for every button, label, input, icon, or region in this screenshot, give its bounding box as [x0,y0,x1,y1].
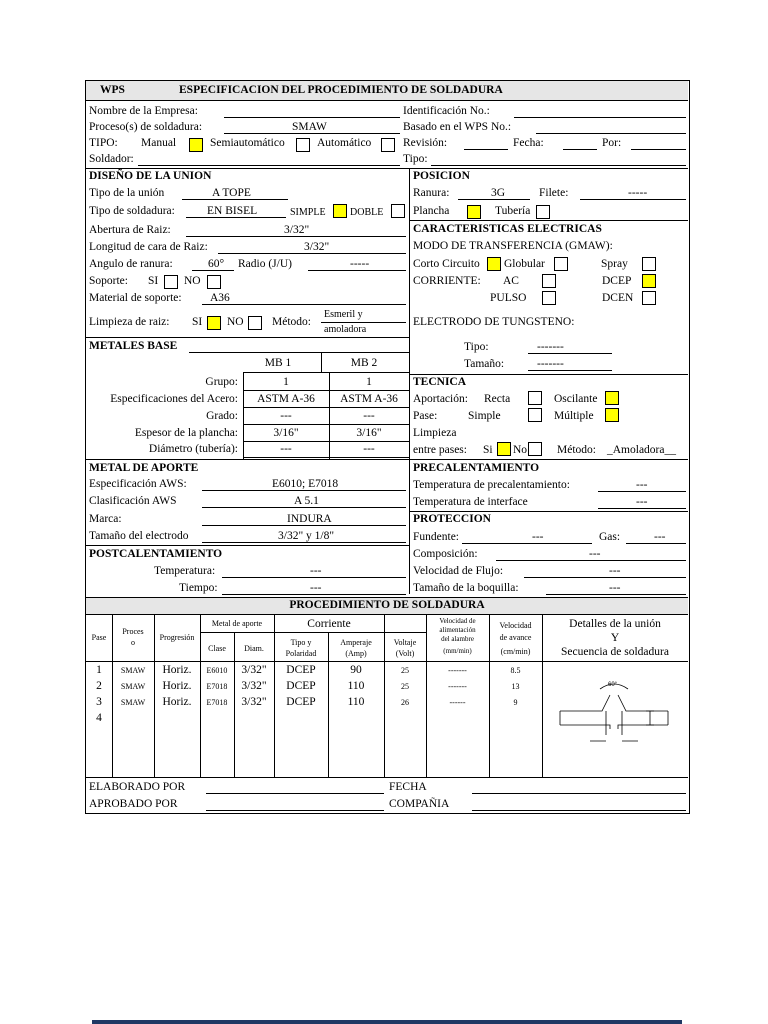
metales-row-line [243,407,409,408]
por-label: Por: [602,137,622,149]
proceso-label: Proceso(s) de soldadura: [89,121,203,133]
abertura-label: Abertura de Raiz: [89,224,171,236]
form-code: WPS [100,84,125,96]
limpieza-si-checkbox[interactable] [207,316,221,330]
proc-cell-diam: 3/32" [241,680,267,692]
oscilante-checkbox[interactable] [605,391,619,405]
soporte-label: Soporte: [89,275,128,287]
composicion-value: --- [589,548,601,560]
proc-cell-tipo: DCEP [286,664,316,676]
tipo-union-value: A TOPE [212,187,251,199]
proc-title: PROCEDIMIENTO DE SOLDADURA [289,599,485,611]
proc-cell-tipo: DCEP [286,680,316,692]
pulso-checkbox[interactable] [542,291,556,305]
h-amp-1: Amperaje [340,638,372,647]
aprobado-label: APROBADO POR [89,798,178,810]
divider [86,614,688,615]
elaborado-label: ELABORADO POR [89,781,186,793]
precal-title: PRECALENTAMIENTO [413,462,540,474]
metales-title: METALES BASE [89,340,178,352]
semi-label: Semiautomático [210,137,285,149]
metales-row-line [243,424,409,425]
por-field[interactable] [631,149,686,150]
divider [86,545,409,546]
proc-cell-prog: Horiz. [162,664,192,676]
aprobado-field[interactable] [206,810,384,811]
angulo-field[interactable] [192,270,234,271]
proc-cell-amp: 110 [347,696,365,708]
fundente-label: Fundente: [413,531,459,543]
basado-label: Basado en el WPS No.: [403,121,512,133]
h-clase: Clase [208,644,226,653]
metales-mb1-cell: --- [280,410,292,422]
proc-cell-prog: Horiz. [162,696,192,708]
metales-mb2-cell: ASTM A-36 [340,393,398,405]
filete-label: Filete: [539,187,569,199]
aporte-espec-label: Especificación AWS: [89,478,187,490]
elaborado-field[interactable] [206,793,384,794]
precal-temp-field[interactable] [598,491,686,492]
proc-cell-clase: E7018 [206,698,228,707]
radio-field[interactable] [308,270,406,271]
h-proceso-2: o [131,638,135,647]
entre-pases-label: entre pases: [413,444,467,456]
tuberia-label: Tubería [495,205,531,217]
pase-simple-label: Simple [468,410,501,422]
sketch-angle-text: 60° [608,682,618,688]
pulso-label: PULSO [490,292,527,304]
fundente-value: --- [532,531,544,543]
aporte-tamano-field[interactable] [202,542,406,543]
fecha-label: Fecha: [513,137,544,149]
tung-tamano-field[interactable] [528,370,612,371]
proc-cell-vel: 9 [513,698,518,707]
abertura-value: 3/32" [284,224,310,236]
metales-mb1-cell: 3/16" [273,427,299,439]
wps-form [85,80,690,814]
fundente-field[interactable] [462,543,592,544]
ident-label: Identificación No.: [403,105,490,117]
metodo-value-2: amoladora [324,324,367,335]
h-detalles-3: Secuencia de soldadura [561,646,669,658]
angulo-value: 60° [208,258,225,270]
h-detalles-2: Y [610,632,620,644]
column-divider [409,168,410,594]
h-alim-4: (mm/min) [443,647,472,655]
semi-checkbox[interactable] [296,138,310,152]
tipo2-label: Tipo: [403,153,428,165]
boquilla-value: --- [609,582,621,594]
divider [86,100,688,101]
metales-rule [189,352,409,353]
precal-inter-field[interactable] [598,508,686,509]
proc-cell-clase: E7018 [206,682,228,691]
proc-cell-tipo: DCEP [286,696,316,708]
postcal-tiempo-field[interactable] [222,594,406,595]
recta-label: Recta [484,393,511,405]
entre-si-label: Si [483,444,493,456]
aportacion-label: Aportación: [413,393,468,405]
tung-tamano-value: ------- [537,358,564,370]
postcal-temp-label: Temperatura: [154,565,216,577]
tuberia-checkbox[interactable] [536,205,550,219]
tung-tamano-label: Tamaño: [464,358,505,370]
revision-field[interactable] [464,149,508,150]
proc-cell-clase: E6010 [206,666,228,675]
composicion-field[interactable] [496,560,686,561]
proc-cell-vel: 13 [511,682,520,691]
manual-checkbox[interactable] [189,138,203,152]
postcal-temp-field[interactable] [222,577,406,578]
metales-row-label: Diámetro (tubería): [148,443,238,455]
globular-label: Globular [504,258,545,270]
metodo-field[interactable] [321,322,406,323]
fecha-firma-field[interactable] [472,793,686,794]
divider [86,777,688,778]
metales-divider [321,352,322,372]
oscilante-label: Oscilante [554,393,598,405]
metales-row-label: Especificaciones del Acero: [110,393,238,405]
dcep-label: DCEP [602,275,632,287]
proc-cell-prog: Horiz. [162,680,192,692]
tipo2-field[interactable] [431,165,686,166]
dcen-label: DCEN [602,292,634,304]
ranura-value: 3G [491,187,506,199]
header-bottom [86,661,688,662]
metales-row-line [243,441,409,442]
modo-label: MODO DE TRANSFERENCIA (GMAW): [413,240,613,252]
proceso-value: SMAW [292,121,327,133]
divider [409,511,688,512]
dcen-checkbox[interactable] [642,291,656,305]
tipo-union-label: Tipo de la unión [89,187,165,199]
tipo-union-field[interactable] [182,199,288,200]
col-line [200,614,201,777]
aporte-tamano-value: 3/32" y 1/8" [278,530,335,542]
ranura-field[interactable] [458,199,530,200]
tung-tipo-field[interactable] [528,353,612,354]
simple-checkbox[interactable] [333,204,347,218]
metales-mb1-cell: --- [280,443,292,455]
postcal-temp-value: --- [310,565,322,577]
metales-mb1-cell: 1 [283,376,289,388]
tecnica-title: TECNICA [413,376,467,388]
corto-label: Corto Circuito [413,258,480,270]
diseno-title: DISEÑO DE LA UNION [89,170,212,182]
filete-field[interactable] [580,199,686,200]
revision-label: Revisión: [403,137,448,149]
tecnica-metodo-label: Método: [557,444,596,456]
spray-checkbox[interactable] [642,257,656,271]
auto-label: Automático [317,137,372,149]
precal-inter-label: Temperatura de interface [413,496,528,508]
longitud-label: Longitud de cara de Raiz: [89,241,208,253]
h-corriente: Corriente [307,618,351,630]
footer-rule [92,1020,682,1024]
metales-mb2-cell: 1 [366,376,372,388]
proteccion-title: PROTECCION [413,513,491,525]
globular-checkbox[interactable] [554,257,568,271]
velflujo-value: --- [609,565,621,577]
aporte-tamano-label: Tamaño del electrodo [89,530,189,542]
aporte-clasif-value: A 5.1 [294,495,319,507]
h-volt-2: (Volt) [395,649,415,658]
filete-value: ----- [628,187,648,199]
h-tipo-1: Tipo y [290,638,312,647]
metales-mb2-cell: 3/16" [356,427,382,439]
postcal-tiempo-value: --- [310,582,322,594]
h-vel-2: de avance [499,633,532,642]
aporte-title: METAL DE APORTE [89,462,199,474]
form-title: ESPECIFICACION DEL PROCEDIMIENTO DE SOLDADURA [179,84,503,96]
proc-cell-pase: 2 [96,680,102,692]
aporte-espec-value: E6010; E7018 [272,478,339,490]
proc-cell-proc: SMAW [120,698,146,707]
metales-divider [243,372,409,373]
proc-cell-volt: 25 [401,666,409,675]
pase-multiple-label: Múltiple [554,410,594,422]
precal-inter-value: --- [636,496,648,508]
proc-cell-proc: SMAW [120,682,146,691]
posicion-title: POSICION [413,170,470,182]
proc-cell-pase: 1 [96,664,102,676]
postcal-title: POSTCALENTAMIENTO [89,548,223,560]
ranura-label: Ranura: [413,187,450,199]
compania-field[interactable] [472,810,686,811]
empresa-field[interactable] [224,117,400,118]
divider [409,374,688,375]
mb2-header: MB 2 [350,357,378,369]
ac-checkbox[interactable] [542,274,556,288]
h-tipo-2: Polaridad [285,649,317,658]
electrodo-label: ELECTRODO DE TUNGSTENO: [413,316,575,328]
velflujo-field[interactable] [524,577,686,578]
recta-checkbox[interactable] [528,391,542,405]
fecha-firma-label: FECHA [389,781,427,793]
proc-cell-alim: ------- [448,666,467,675]
h-vel-1: Velocidad [499,621,532,630]
aporte-clasif-field[interactable] [202,507,406,508]
material-value: A36 [210,292,230,304]
auto-checkbox[interactable] [381,138,395,152]
entre-no-label: No [513,444,528,456]
boquilla-label: Tamaño de la boquilla: [413,582,519,594]
aporte-marca-value: INDURA [287,513,332,525]
h-alim-3: del alambre [441,635,474,643]
h-metal: Metal de aporte [211,619,263,628]
soporte-no-checkbox[interactable] [207,275,221,289]
doble-label: DOBLE [350,207,384,218]
angulo-label: Angulo de ranura: [89,258,173,270]
composicion-label: Composición: [413,548,478,560]
pase-simple-checkbox[interactable] [528,408,542,422]
boquilla-field[interactable] [546,594,686,595]
aporte-marca-field[interactable] [202,525,406,526]
entre-si-checkbox[interactable] [497,442,511,456]
divider [86,459,688,460]
metales-mb2-cell: --- [363,443,375,455]
tipo-sold-value: EN BISEL [207,205,258,217]
pase-multiple-checkbox[interactable] [605,408,619,422]
proc-cell-volt: 25 [401,682,409,691]
aporte-marca-label: Marca: [89,513,122,525]
metales-row-line [243,390,409,391]
metodo-label: Método: [272,316,311,328]
metodo-value-1: Esmeril y [324,309,363,320]
precal-temp-value: --- [636,479,648,491]
limpieza-no-checkbox[interactable] [248,316,262,330]
mb1-header: MB 1 [264,357,292,369]
proc-cell-proc: SMAW [120,666,146,675]
h-diam: Diam. [244,644,264,653]
manual-label: Manual [141,137,177,149]
divider [86,168,688,169]
h-alim-2: alimentación [439,626,476,634]
proc-cell-volt: 26 [401,698,409,707]
fecha-field[interactable] [563,149,597,150]
ac-label: AC [503,275,519,287]
h-alim-1: Velocidad de [439,617,476,625]
aporte-clasif-label: Clasificación AWS [89,495,177,507]
corriente-label: CORRIENTE: [413,275,481,287]
limpieza-label: Limpieza de raiz: [89,316,170,328]
metales-row-label: Grupo: [205,376,238,388]
corto-checkbox[interactable] [487,257,501,271]
postcal-tiempo-label: Tiempo: [179,582,218,594]
h-detalles-1: Detalles de la unión [569,618,661,630]
metales-mb1-cell: ASTM A-36 [257,393,315,405]
proc-cell-alim: ------ [449,698,466,707]
h-proceso-1: Proces [122,627,144,636]
soldador-field[interactable] [138,165,400,166]
velflujo-label: Velocidad de Flujo: [413,565,504,577]
proc-cell-alim: ------- [448,682,467,691]
gas-value: --- [654,531,666,543]
tecnica-metodo-value: _Amoladora__ [607,444,676,456]
limpieza-no-label: NO [227,316,244,328]
proc-cell-diam: 3/32" [241,696,267,708]
material-field[interactable] [202,304,406,305]
metales-row-line [243,457,409,458]
h-volt-1: Voltaje [393,638,417,647]
tung-tipo-value: ------- [537,341,564,353]
proc-cell-amp: 110 [347,680,365,692]
longitud-field[interactable] [218,253,406,254]
electricas-title: CARACTERISTICAS ELECTRICAS [413,223,602,235]
dcep-checkbox[interactable] [642,274,656,288]
metales-mb2-cell: --- [363,410,375,422]
doble-checkbox[interactable] [391,204,405,218]
compania-label: COMPAÑIA [389,798,450,810]
header-subline [200,632,426,633]
tipo-sold-field[interactable] [186,217,286,218]
plancha-checkbox[interactable] [467,205,481,219]
ident-field[interactable] [514,117,686,118]
tipo-sold-label: Tipo de soldadura: [89,205,175,217]
soporte-si-checkbox[interactable] [164,275,178,289]
precal-temp-label: Temperatura de precalentamiento: [413,479,570,491]
limpieza2-label: Limpieza [413,427,457,439]
tung-tipo-label: Tipo: [464,341,489,353]
metales-row-label: Grado: [206,410,238,422]
proceso-field[interactable] [224,133,400,134]
spray-label: Spray [601,258,628,270]
plancha-label: Plancha [413,205,450,217]
proc-cell-amp: 90 [350,664,362,676]
gas-label: Gas: [599,531,621,543]
divider [86,337,409,338]
metales-row-label: Espesor de la plancha: [134,427,238,439]
proc-cell-vel: 8.5 [510,666,521,675]
radio-value: ----- [350,258,370,270]
soporte-no-label: NO [184,275,201,287]
limpieza-si-label: SI [192,316,203,328]
h-progresion: Progresión [159,633,195,642]
h-amp-2: (Amp) [345,649,367,658]
pase-label: Pase: [413,410,438,422]
radio-label: Radio (J/U) [238,258,292,270]
proc-cell-diam: 3/32" [241,664,267,676]
simple-label: SIMPLE [290,207,326,218]
tipo-label: TIPO: [89,137,118,149]
divider [409,220,688,221]
basado-field[interactable] [536,133,686,134]
material-label: Material de soporte: [89,292,182,304]
aporte-espec-field[interactable] [202,490,406,491]
joint-sketch [550,677,678,767]
entre-no-checkbox[interactable] [528,442,542,456]
gas-field[interactable] [626,543,686,544]
h-vel-3: (cm/min) [500,647,531,656]
soldador-label: Soldador: [89,153,134,165]
proc-cell-pase: 3 [96,696,102,708]
abertura-field[interactable] [186,236,406,237]
longitud-value: 3/32" [304,241,330,253]
empresa-label: Nombre de la Empresa: [89,105,198,117]
proc-cell-pase: 4 [96,712,102,724]
h-pase: Pase [91,633,107,642]
soporte-si-label: SI [148,275,159,287]
